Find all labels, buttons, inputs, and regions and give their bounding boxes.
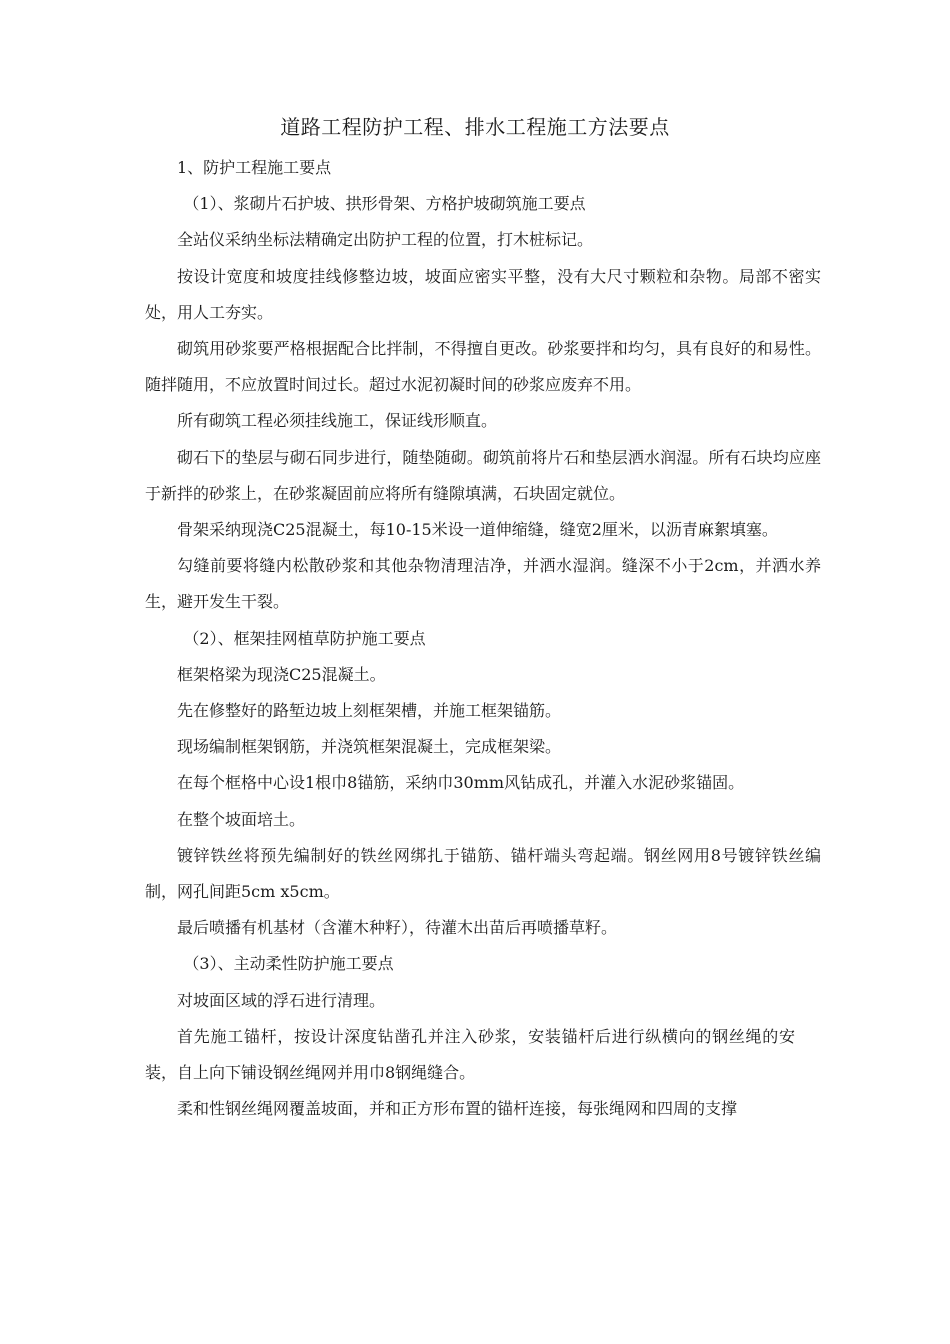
document-title: 道路工程防护工程、排水工程施工方法要点 (280, 115, 670, 139)
document-body (145, 150, 821, 1127)
paragraph: 最后喷播有机基材（含灌木种籽），待灌木出苗后再喷播草籽。 (177, 918, 618, 938)
paragraph: 砌石下的垫层与砌石同步进行，随垫随砌。砌筑前将片石和垫层洒水润湿。所有石块均应座于新拌的砂浆上，在砂浆凝固前应将所有缝隙填满，石块固定就位。 (145, 447, 821, 503)
paragraph: 砌筑用砂浆要严格根据配合比拌制，不得擅自更改。砂浆要拌和均匀，具有良好的和易性。随拌随用，不应放置时间过长。超过水泥初凝时间的砂浆应废弃不用。 (145, 339, 821, 395)
subsection-heading-1: （1）、浆砌片石护坡、拱形骨架、方格护坡砌筑施工要点 (183, 194, 586, 214)
paragraph: 全站仪采纳坐标法精确定出防护工程的位置，打木桩标记。 (177, 230, 594, 250)
paragraph: 所有砌筑工程必须挂线施工，保证线形顺直。 (177, 411, 498, 431)
section-heading-1: 1、防护工程施工要点 (177, 158, 332, 177)
paragraph: 首先施工锚杆，按设计深度钻凿孔并注入砂浆，安装锚杆后进行纵横向的钢丝绳的安装，自上向下铺设钢丝绳网并用巾8钢绳缝合。 (145, 1026, 795, 1083)
paragraph: 镀锌铁丝将预先编制好的铁丝网绑扎于锚筋、锚杆端头弯起端。钢丝网用8号镀锌铁丝编制，网孔间距5cm x5cm。 (145, 845, 821, 902)
paragraph: 现场编制框架钢筋，并浇筑框架混凝土，完成框架梁。 (177, 737, 562, 757)
paragraph: 骨架采纳现浇C25混凝土，每10-15米设一道伸缩缝，缝宽2厘米，以沥青麻絮填塞。 (177, 520, 778, 540)
paragraph: 框架格梁为现浇C25混凝土。 (177, 664, 386, 684)
subsection-heading-3: （3）、主动柔性防护施工要点 (183, 954, 394, 974)
paragraph: 柔和性钢丝绳网覆盖坡面，并和正方形布置的锚杆连接，每张绳网和四周的支撑 (177, 1099, 738, 1119)
paragraph: 勾缝前要将缝内松散砂浆和其他杂物清理洁净，并洒水湿润。缝深不小于2cm，并洒水养生，避开发生干裂。 (145, 556, 821, 612)
paragraph: 在每个框格中心设1根巾8锚筋，采纳巾30mm风钻成孔，并灌入水泥砂浆锚固。 (177, 773, 745, 793)
paragraph: 先在修整好的路堑边坡上刻框架槽，并施工框架锚筋。 (177, 701, 562, 721)
paragraph: 对坡面区域的浮石进行清理。 (177, 990, 386, 1010)
subsection-heading-2: （2）、框架挂网植草防护施工要点 (183, 628, 426, 648)
paragraph: 在整个坡面培土。 (177, 809, 306, 829)
paragraph: 按设计宽度和坡度挂线修整边坡，坡面应密实平整，没有大尺寸颗粒和杂物。局部不密实处，用人工夯实。 (145, 266, 821, 322)
